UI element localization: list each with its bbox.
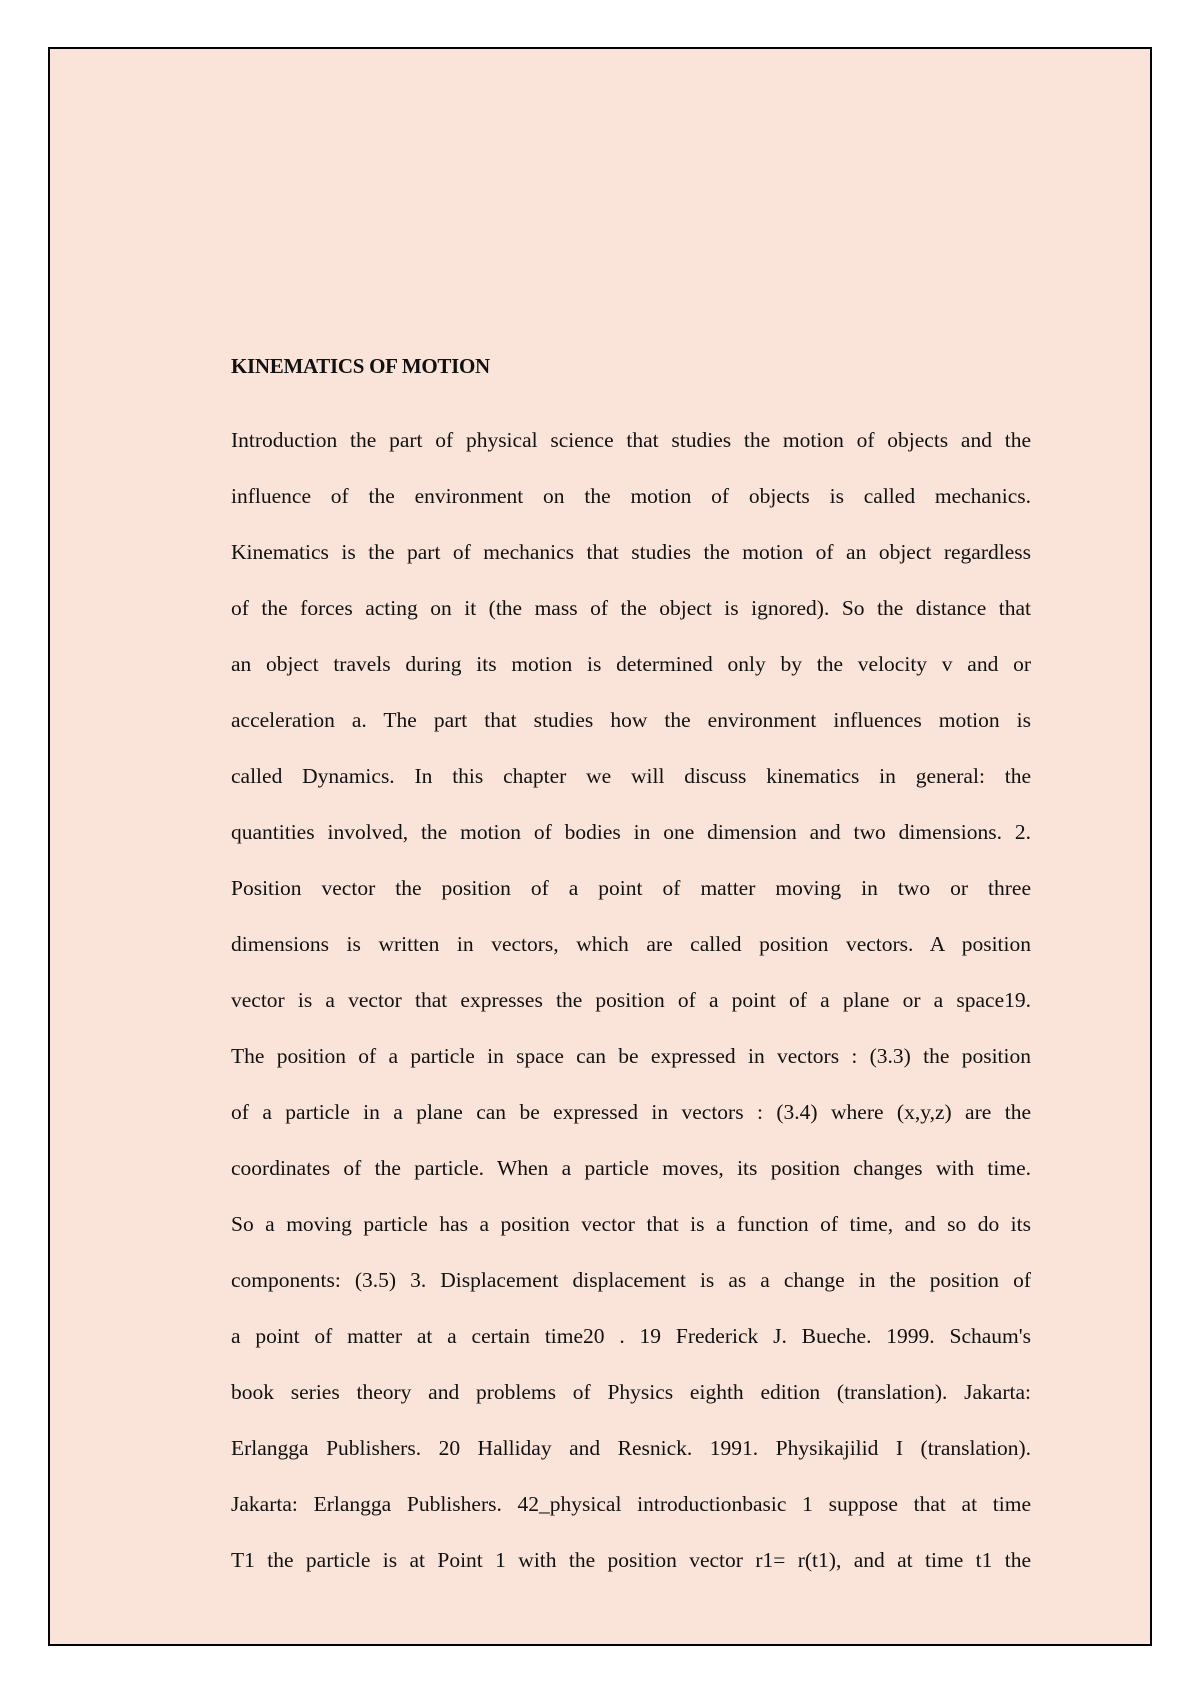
- text-line: Introduction the part of physical science that studies the motion of objects and the: [231, 428, 1031, 452]
- text-line: of a particle in a plane can be expressed in vectors : (3.4) where (x,y,z) are the: [231, 1100, 1031, 1124]
- text-line: an object travels during its motion is determined only by the velocity v and or: [231, 652, 1031, 676]
- text-line: acceleration a. The part that studies how the environment influences motion is: [231, 708, 1031, 732]
- text-line: coordinates of the particle. When a particle moves, its position changes with time.: [231, 1156, 1031, 1180]
- text-line: So a moving particle has a position vector that is a function of time, and so do its: [231, 1212, 1031, 1236]
- text-line: The position of a particle in space can be expressed in vectors : (3.3) the position: [231, 1044, 1031, 1068]
- text-line: dimensions is written in vectors, which are called position vectors. A position: [231, 932, 1031, 956]
- text-line: a point of matter at a certain time20 . 19 Frederick J. Bueche. 1999. Schaum's: [231, 1324, 1031, 1348]
- text-line: vector is a vector that expresses the position of a point of a plane or a space19.: [231, 988, 1031, 1012]
- document-title: KINEMATICS OF MOTION: [231, 354, 490, 378]
- text-line: Jakarta: Erlangga Publishers. 42_physical introductionbasic 1 suppose that at time: [231, 1492, 1031, 1516]
- body-paragraph: [231, 412, 1031, 1588]
- text-line: T1 the particle is at Point 1 with the position vector r1= r(t1), and at time t1 the: [231, 1548, 1031, 1572]
- text-line: quantities involved, the motion of bodies in one dimension and two dimensions. 2.: [231, 820, 1031, 844]
- text-line: Erlangga Publishers. 20 Halliday and Resnick. 1991. Physikajilid I (translation).: [231, 1436, 1031, 1460]
- text-line: Kinematics is the part of mechanics that studies the motion of an object regardless: [231, 540, 1031, 564]
- text-line: influence of the environment on the motion of objects is called mechanics.: [231, 484, 1031, 508]
- text-line: of the forces acting on it (the mass of the object is ignored). So the distance that: [231, 596, 1031, 620]
- document-page: [48, 47, 1152, 1646]
- text-line: Position vector the position of a point of matter moving in two or three: [231, 876, 1031, 900]
- text-line: components: (3.5) 3. Displacement displacement is as a change in the position of: [231, 1268, 1031, 1292]
- text-line: book series theory and problems of Physics eighth edition (translation). Jakarta:: [231, 1380, 1031, 1404]
- text-line: called Dynamics. In this chapter we will discuss kinematics in general: the: [231, 764, 1031, 788]
